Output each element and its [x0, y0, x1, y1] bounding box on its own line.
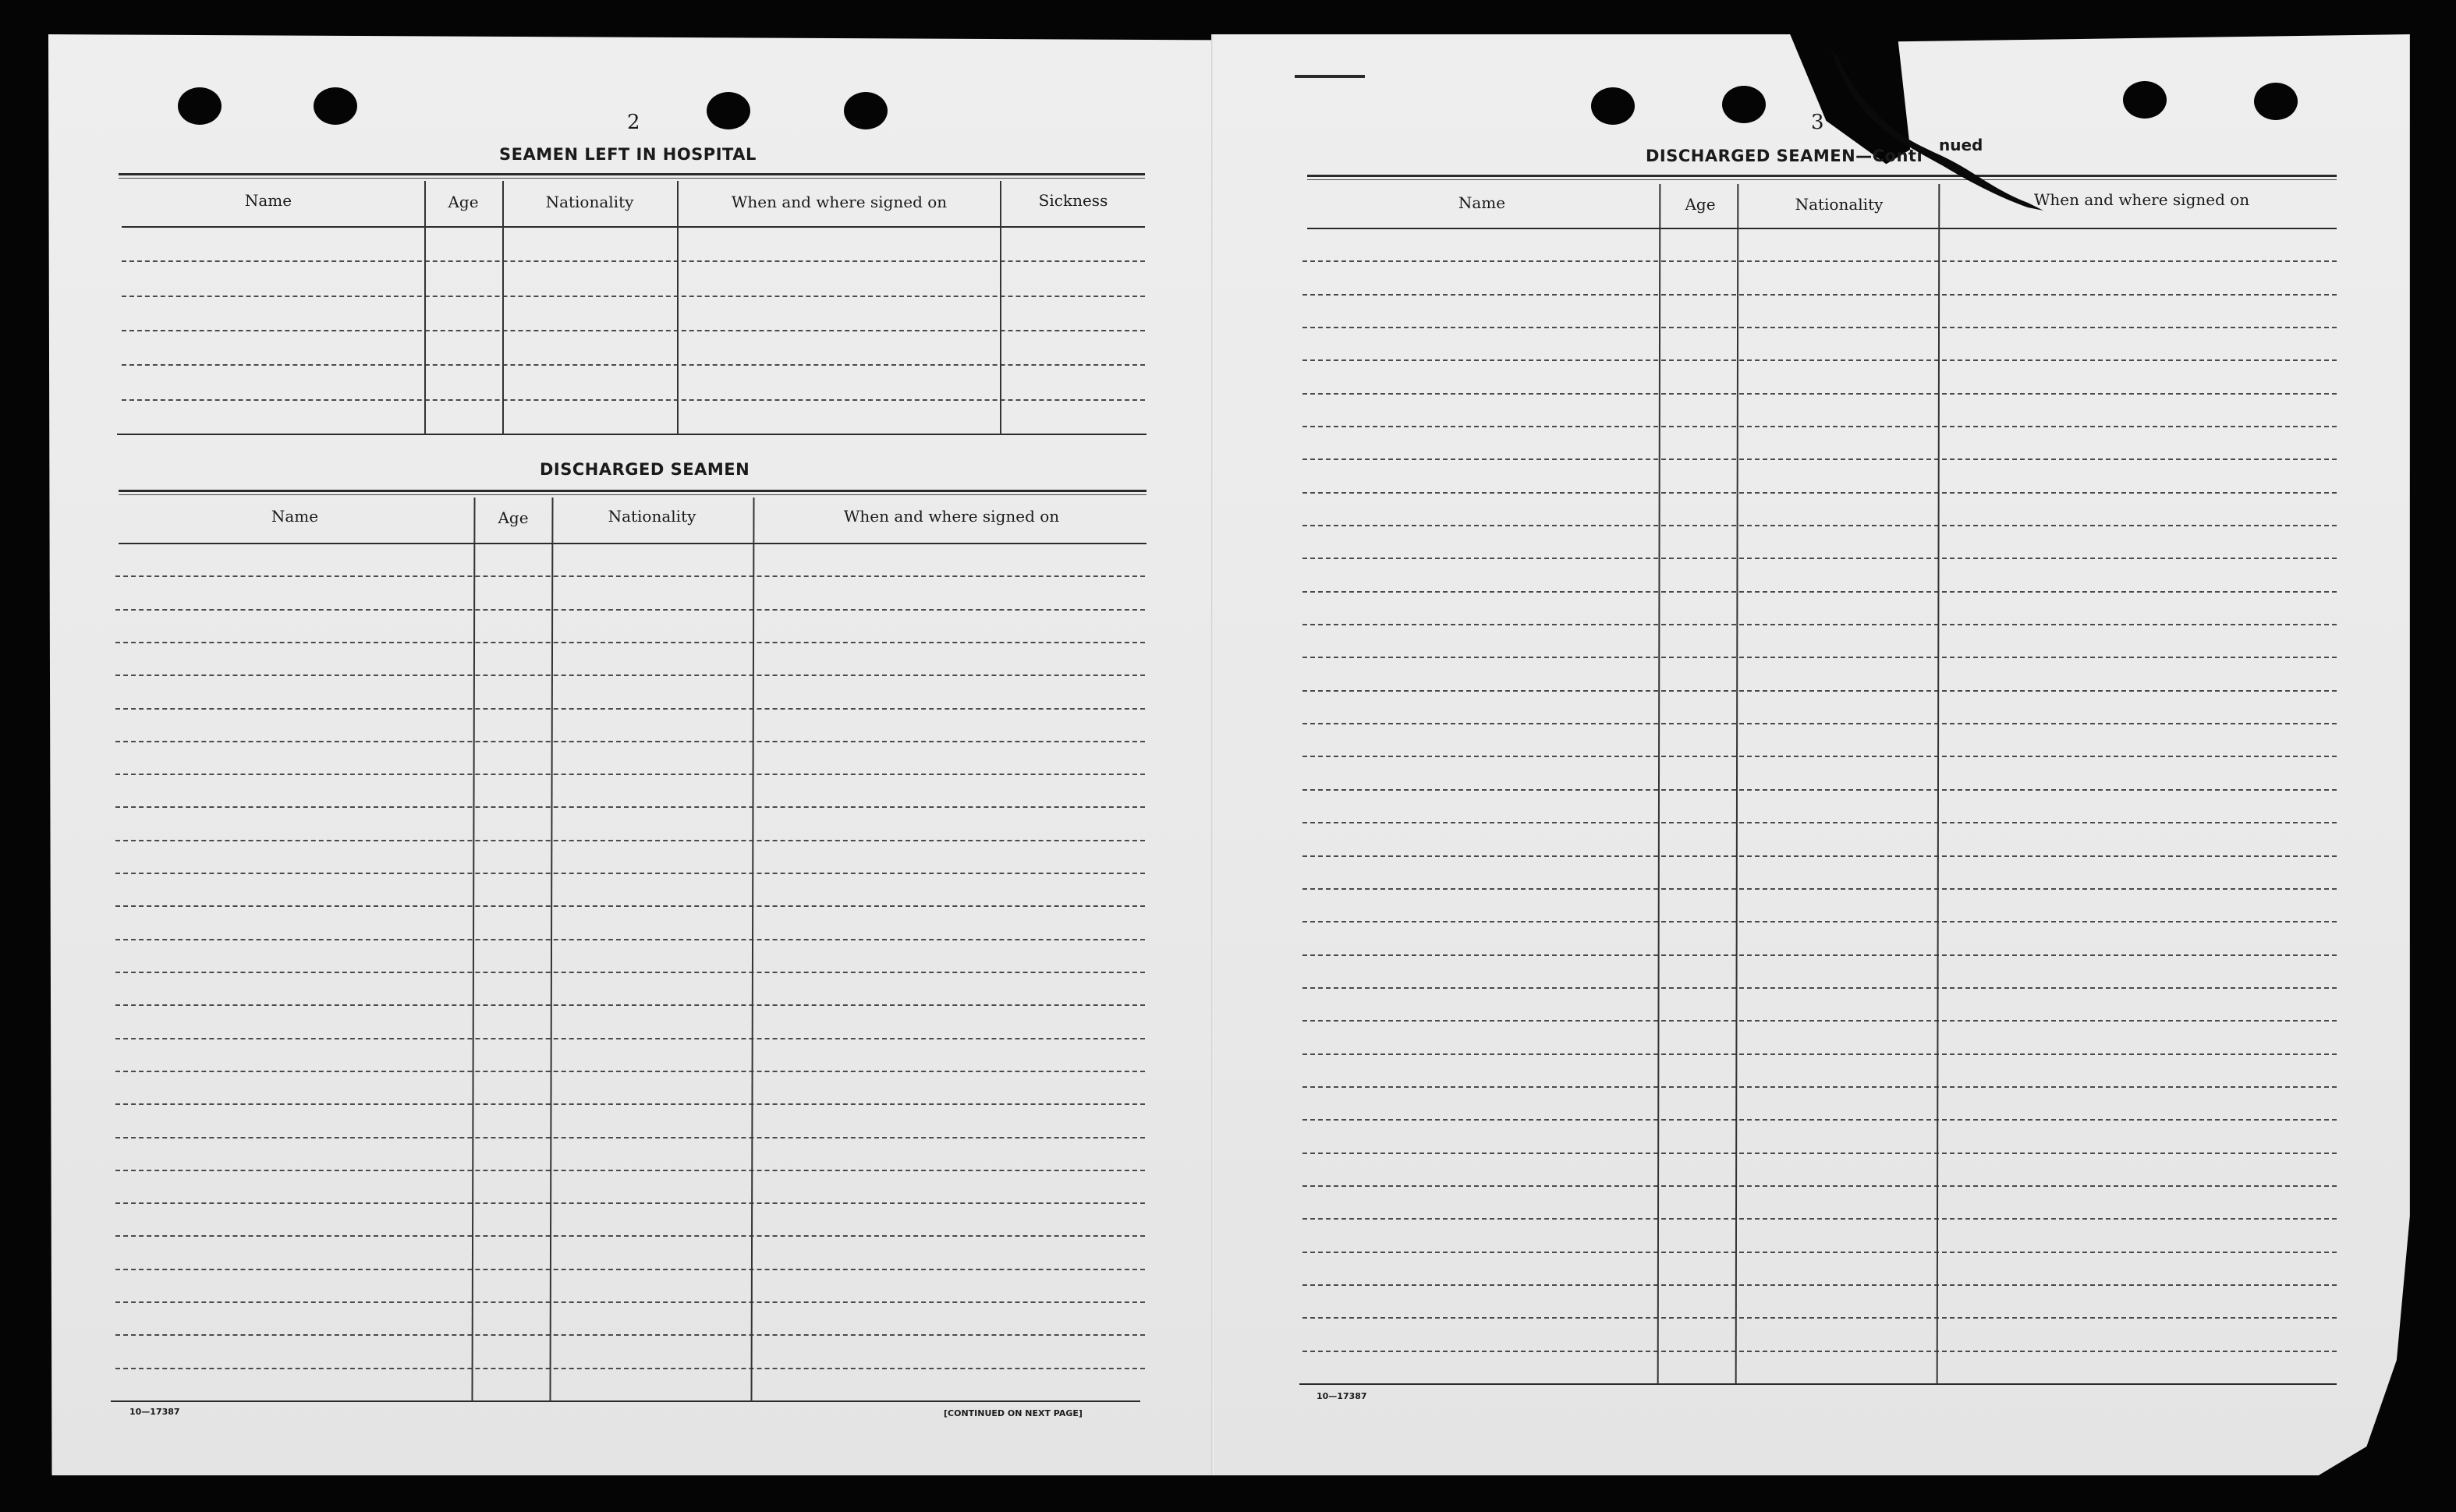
discharged-col-signed-on: When and where signed on	[843, 507, 1060, 526]
discharged-continued-title: DISCHARGED SEAMEN—Conti	[1646, 147, 1923, 165]
punch-hole	[844, 92, 888, 129]
right-col-age: Age	[1685, 195, 1716, 214]
table-row-line	[115, 774, 1145, 775]
left-footer-continued: [CONTINUED ON NEXT PAGE]	[944, 1408, 1083, 1418]
hospital-header-rule	[122, 226, 1145, 228]
table-row-line	[1302, 1218, 2337, 1220]
table-row-line	[1302, 327, 2337, 328]
table-row-line	[1302, 1119, 2337, 1121]
hospital-col-divider	[502, 181, 504, 435]
table-row-line	[1302, 426, 2337, 427]
table-row-line	[115, 609, 1145, 611]
table-row-line	[115, 1103, 1145, 1105]
table-row-line	[115, 1004, 1145, 1006]
hospital-col-sickness: Sickness	[1038, 191, 1108, 210]
hospital-table-top-rule	[119, 173, 1145, 175]
discharged-table-top-rule-thin	[119, 494, 1146, 495]
table-row-line	[1302, 1020, 2337, 1022]
table-row-line	[1302, 954, 2337, 956]
table-row-line	[122, 399, 1145, 401]
punch-hole	[1722, 86, 1766, 123]
discharged-left-bottom-rule	[111, 1400, 1140, 1402]
hospital-table-bottom-rule	[117, 434, 1146, 435]
table-row-line	[1302, 657, 2337, 658]
table-row-line	[1302, 1284, 2337, 1286]
table-row-line	[1302, 1153, 2337, 1154]
hospital-col-signed-on: When and where signed on	[731, 193, 948, 211]
table-row-line	[122, 296, 1145, 297]
hospital-col-divider	[1000, 181, 1001, 435]
left-page-number: 2	[627, 111, 640, 134]
table-row-line	[1302, 921, 2337, 922]
table-row-line	[1302, 591, 2337, 593]
table-row-line	[1302, 1185, 2337, 1187]
hospital-section-title: SEAMEN LEFT IN HOSPITAL	[499, 145, 757, 164]
table-row-line	[115, 1202, 1145, 1204]
table-row-line	[1302, 987, 2337, 989]
right-page-number: 3	[1811, 111, 1824, 134]
table-row-line	[1302, 855, 2337, 857]
discharged-section-title: DISCHARGED SEAMEN	[540, 460, 750, 479]
table-row-line	[122, 260, 1145, 262]
table-row-line	[1302, 492, 2337, 494]
punch-hole	[2123, 81, 2167, 119]
table-row-line	[1302, 723, 2337, 724]
punch-hole	[707, 92, 750, 129]
table-row-line	[1302, 525, 2337, 526]
punch-hole	[314, 87, 357, 125]
right-footer-form-number: 10—17387	[1317, 1391, 1367, 1401]
right-col-signed-on: When and where signed on	[2033, 190, 2250, 209]
table-row-line	[1302, 359, 2337, 361]
table-row-line	[122, 330, 1145, 331]
table-row-line	[115, 905, 1145, 907]
right-col-nationality: Nationality	[1795, 195, 1884, 214]
table-row-line	[115, 873, 1145, 874]
discharged-col-nationality: Nationality	[608, 507, 696, 526]
hospital-col-name: Name	[244, 191, 292, 210]
table-row-line	[1302, 558, 2337, 559]
punch-hole	[1591, 87, 1635, 125]
torn-title-fragment: nued	[1939, 136, 1983, 154]
torn-edge-mark	[1794, 23, 2121, 242]
table-row-line	[115, 1071, 1145, 1072]
right-page	[1214, 34, 2415, 1475]
right-col-name: Name	[1458, 193, 1506, 212]
table-row-line	[115, 1269, 1145, 1270]
hospital-col-divider	[424, 181, 426, 435]
table-row-line	[115, 1301, 1145, 1303]
discharged-table-top-rule	[119, 490, 1146, 492]
table-row-line	[1302, 294, 2337, 296]
left-footer-form-number: 10—17387	[129, 1407, 180, 1417]
table-row-line	[1302, 1252, 2337, 1253]
table-row-line	[115, 575, 1145, 577]
table-row-line	[115, 939, 1145, 940]
table-row-line	[115, 1368, 1145, 1369]
discharged-col-name: Name	[271, 507, 319, 526]
table-row-line	[115, 972, 1145, 973]
table-row-line	[1302, 1351, 2337, 1352]
table-row-line	[115, 840, 1145, 841]
table-row-line	[1302, 756, 2337, 757]
table-row-line	[1302, 393, 2337, 395]
table-row-line	[122, 364, 1145, 366]
table-row-line	[1302, 1317, 2337, 1319]
right-table-bottom-rule	[1299, 1383, 2337, 1385]
table-row-line	[115, 1235, 1145, 1237]
table-row-line	[115, 1038, 1145, 1039]
table-row-line	[115, 806, 1145, 808]
table-row-line	[115, 741, 1145, 742]
hospital-col-divider	[677, 181, 679, 435]
discharged-header-rule	[119, 543, 1146, 544]
table-row-line	[115, 675, 1145, 676]
punch-hole	[178, 87, 222, 125]
table-row-line	[115, 1334, 1145, 1336]
table-row-line	[115, 1170, 1145, 1171]
hospital-col-age: Age	[448, 193, 479, 211]
table-row-line	[115, 708, 1145, 710]
hospital-col-nationality: Nationality	[545, 193, 634, 211]
table-row-line	[1302, 260, 2337, 262]
table-row-line	[1302, 690, 2337, 692]
table-row-line	[1302, 789, 2337, 791]
table-row-line	[115, 642, 1145, 643]
left-page	[48, 34, 1218, 1475]
punch-hole	[2254, 83, 2298, 120]
hospital-table-top-rule-thin	[119, 178, 1145, 179]
ink-mark	[1295, 75, 1365, 78]
table-row-line	[1302, 624, 2337, 625]
discharged-col-age: Age	[498, 508, 529, 527]
table-row-line	[1302, 822, 2337, 823]
table-row-line	[1302, 888, 2337, 890]
table-row-line	[1302, 459, 2337, 460]
table-row-line	[1302, 1086, 2337, 1088]
table-row-line	[115, 1137, 1145, 1138]
table-row-line	[1302, 1053, 2337, 1055]
